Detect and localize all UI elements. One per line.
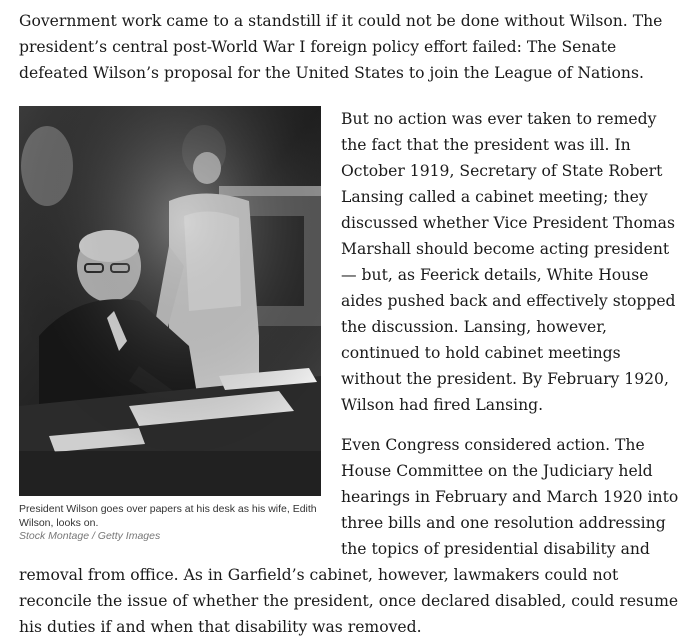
figure-credit: Stock Montage / Getty Images (19, 530, 161, 542)
figure-caption: President Wilson goes over papers at his desk as his wife, Edith Wilson, looks on. (19, 503, 317, 529)
wilson-desk-photo (19, 106, 321, 496)
article-paragraph-1: Government work came to a standstill if it could not be done without Wilson. The president’s central post-World War I foreign policy effort failed: The Senate defeated Wilson’s proposal for the United States to join the League of Nations. (19, 12, 663, 82)
article-figure (19, 106, 321, 544)
article-paragraph-3: Even Congress considered action. The House Committee on the Judiciary held hearings in February and March 1920 into three bills and one resolution addressing the topics of presidential disability and removal from office. As in Garfield’s cabinet, however, lawmakers could not reconcile the issue of whether the president, once declared disabled, could resume his duties if and when that disability was removed. (19, 436, 679, 636)
article-paragraph-2: But no action was ever taken to remedy the fact that the president was ill. In October 1919, Secretary of State Robert Lansing called a cabinet meeting; they discussed whether Vice President Thomas Marshall should become acting president — but, as Feerick details, White House aides pushed back and effectively stopped the discussion. Lansing, however, continued to hold cabinet meetings without the president. By February 1920, Wilson had fired Lansing. (341, 110, 676, 414)
article-body (19, 8, 679, 640)
